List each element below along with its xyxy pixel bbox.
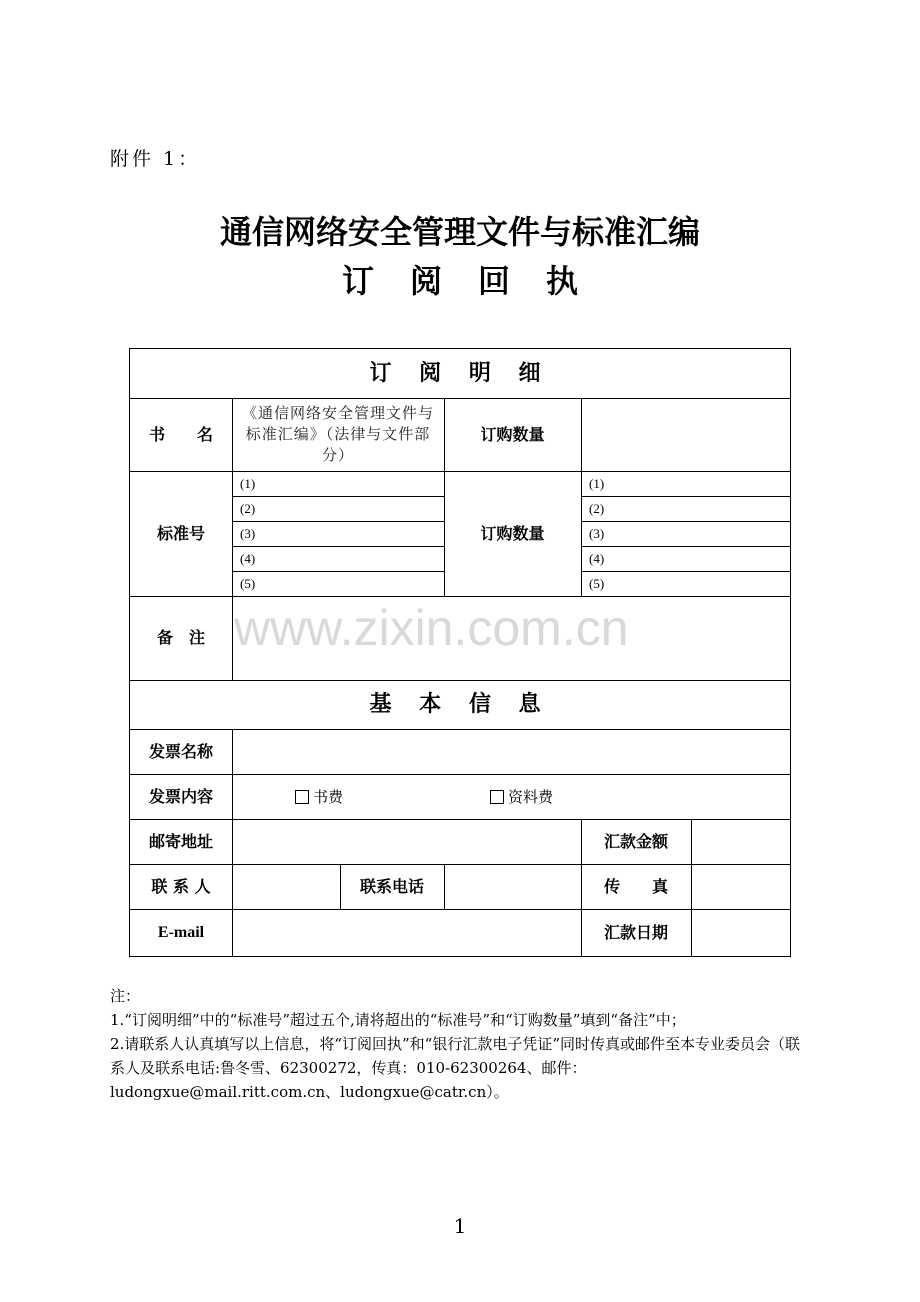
checkbox-material[interactable] <box>490 790 504 804</box>
contact-label: 联 系 人 <box>151 876 211 896</box>
fax-label: 传 真 <box>603 876 668 896</box>
standard-no-field-1[interactable]: (1) <box>240 475 256 491</box>
invoice-option-book[interactable] <box>295 774 415 819</box>
fax-field[interactable] <box>691 864 790 909</box>
standard-no-field-2[interactable]: (2) <box>240 500 256 516</box>
email-field[interactable] <box>232 909 581 956</box>
document-title: 通信网络安全管理文件与标准汇编 <box>219 213 700 251</box>
notes-line-1: 1.“订阅明细”中的“标准号”超过五个,请将超出的“标准号”和“订购数量”填到“备注”中； <box>110 1011 686 1029</box>
email-label: E-mail <box>157 923 205 941</box>
subtitle-char: 执 <box>546 262 579 300</box>
phone-label: 联系电话 <box>359 876 424 896</box>
contact-field[interactable] <box>232 864 340 909</box>
invoice-content-label: 发票内容 <box>148 786 213 806</box>
standard-no-label: 标准号 <box>156 523 205 543</box>
subscription-form <box>129 348 791 957</box>
invoice-name-label: 发票名称 <box>148 741 213 761</box>
subtitle-char: 回 <box>478 262 511 300</box>
standard-qty-field-2[interactable]: (2) <box>589 500 605 516</box>
amount-label: 汇款金额 <box>603 831 668 851</box>
watermark: www.zixin.com.cn <box>234 600 629 656</box>
invoice-option-material-label: 资料费 <box>508 787 554 806</box>
standard-qty-label: 订购数量 <box>480 523 545 543</box>
address-label: 邮寄地址 <box>148 831 213 851</box>
remit-date-field[interactable] <box>691 909 790 956</box>
book-name-label: 书 名 <box>148 424 213 444</box>
standard-no-field-4[interactable]: (4) <box>240 550 256 566</box>
notes-line-2: 2.请联系人认真填写以上信息，将“订阅回执”和“银行汇款电子凭证”同时传真或邮件至本专业委员会（联系人及联系电话:鲁冬雪、62300272，传真：010-62300264、邮件：ludongxue@mail.ritt.com.cn、ludongxue@catr.cn）。 <box>110 1035 800 1101</box>
invoice-option-book-label: 书费 <box>313 787 344 806</box>
remark-label: 备 注 <box>156 628 205 647</box>
amount-field[interactable] <box>691 819 790 864</box>
subtitle-char: 订 <box>341 262 374 300</box>
standard-no-field-3[interactable]: (3) <box>240 525 256 541</box>
standard-qty-field-3[interactable]: (3) <box>589 525 605 541</box>
notes <box>110 984 810 1104</box>
order-qty-label: 订购数量 <box>480 424 545 444</box>
phone-field[interactable] <box>444 864 581 909</box>
checkbox-book[interactable] <box>295 790 309 804</box>
standard-qty-field-1[interactable]: (1) <box>589 475 605 491</box>
standard-qty-field-4[interactable]: (4) <box>589 550 605 566</box>
book-qty-field[interactable] <box>581 398 790 471</box>
book-name-value: 《通信网络安全管理文件与标准汇编》（法律与文件部分） <box>241 404 434 464</box>
section-header-detail: 订 阅 明 细 <box>369 360 551 386</box>
attachment-label: 附件 1： <box>110 148 201 170</box>
invoice-option-material[interactable] <box>490 774 630 819</box>
standard-qty-field-5[interactable]: (5) <box>589 575 605 591</box>
document-subtitle <box>0 256 920 302</box>
standard-no-field-5[interactable]: (5) <box>240 575 256 591</box>
invoice-name-field[interactable] <box>232 729 790 774</box>
remit-date-label: 汇款日期 <box>603 922 668 942</box>
address-field[interactable] <box>232 819 581 864</box>
section-header-basic: 基 本 信 息 <box>369 691 551 717</box>
page-number: 1 <box>453 1214 467 1238</box>
notes-head: 注： <box>110 987 141 1005</box>
subtitle-char: 阅 <box>409 262 442 300</box>
